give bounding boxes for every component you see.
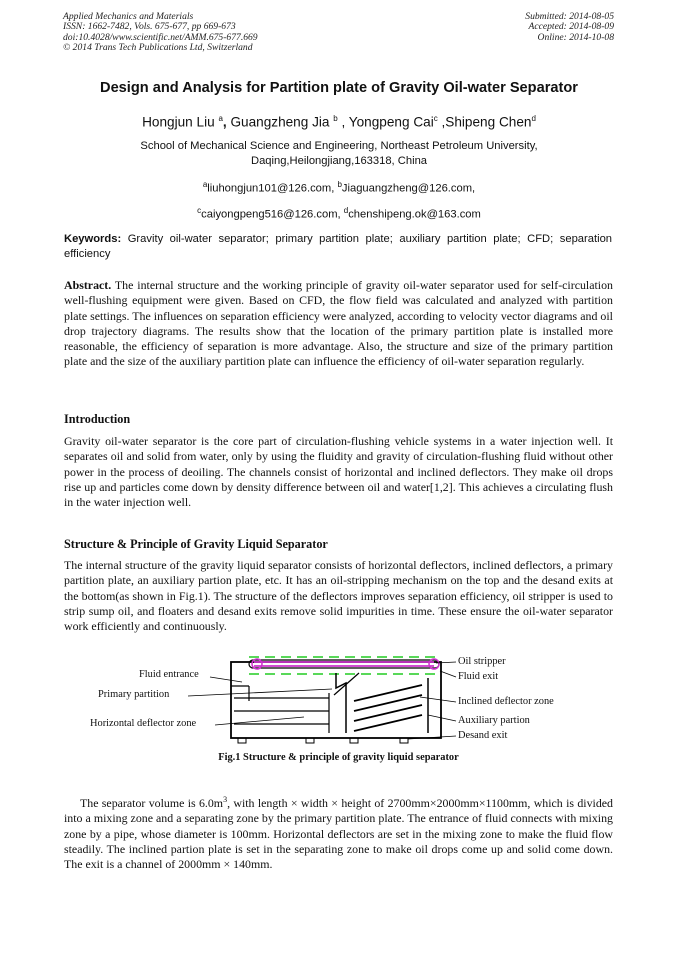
label-fluid-entrance: Fluid entrance — [139, 669, 199, 680]
author-list: Hongjun Liu $^a$, Guangzheng Jia $^b$ , Yongpeng Cai$^c$ ,Shipeng Chen$^d$ — [142, 114, 536, 130]
leader-line — [420, 697, 456, 702]
journal-name: Applied Mechanics and Materials — [63, 11, 194, 22]
leader-line — [428, 715, 456, 721]
primary-partition-plate — [336, 673, 346, 733]
affiliation-line: Daqing,Heilongjiang,163318, China — [250, 155, 428, 167]
inclined-deflector — [354, 705, 422, 721]
email-list — [90, 174, 588, 225]
inclined-deflector — [354, 715, 422, 731]
leader-line — [188, 689, 332, 696]
inclined-deflector — [354, 685, 422, 701]
journal-copyright: © 2014 Trans Tech Publications Ltd, Switzerland — [63, 42, 253, 54]
keywords — [64, 232, 612, 261]
accepted-date: Accepted: 2014-08-09 — [528, 21, 614, 33]
email-sup: b — [337, 180, 342, 189]
label-oil-stripper: Oil stripper — [458, 656, 506, 667]
label-primary-partition: Primary partition — [98, 689, 170, 700]
body-text: , with length × width × height of 2700mm×2000mm×1100mm, which is divided into a mixing zone and a separating zone by the primary partition plate. The entrance of fluid connects with mixing zone by a pipe, whose diameter is 100mm. Horizontal deflectors are set in the mixing zone to make the fluid flow steadily. The inclined partion plate is set in the separating zone to make oil drops come up and solid come down. The exit is a channel of 2000mm × 140mm. — [64, 795, 613, 872]
body-paragraph — [64, 792, 613, 872]
submitted-date: Submitted: 2014-08-05 — [525, 11, 614, 22]
email-a[interactable]: liuhongjun101@126.com, — [207, 182, 335, 195]
introduction-text: Gravity oil-water separator is the core part of circulation-flushing vehicle systems in a water injection well. It separates oil and solid from water, only by using the fluidity and gravity of circulation-flushing fluid without other power in the process of deoiling. The channels consist of horizontal and inclined deflectors. They make oil drops rise up and particles come down by density difference between oil and water[1,2]. This achieves a circulating flush in the water injection well. — [64, 434, 613, 510]
label-horizontal-zone: Horizontal deflector zone — [90, 718, 197, 729]
author-sup: a — [218, 114, 223, 123]
email-sup: d — [343, 205, 349, 215]
abstract — [64, 278, 613, 370]
body-text: The separator volume is 6.0m — [80, 795, 224, 810]
figure-caption: Fig.1 Structure & principle of gravity liquid separator — [218, 752, 459, 763]
author-name: Guangzheng Jia — [230, 114, 330, 130]
keywords-label: Keywords: — [64, 233, 122, 245]
author-name: Shipeng Chen — [445, 114, 532, 130]
affiliation — [90, 139, 588, 169]
author-name: Hongjun Liu — [142, 114, 215, 130]
paper-title: Design and Analysis for Partition plate of Gravity Oil-water Separator — [100, 80, 578, 96]
journal-issn: ISSN: 1662-7482, Vols. 675-677, pp 669-673 — [63, 21, 236, 33]
structure-heading: Structure & Principle of Gravity Liquid Separator — [64, 537, 328, 551]
body-sup: 3 — [223, 795, 228, 804]
online-date: Online: 2014-10-08 — [537, 31, 614, 43]
email-d[interactable]: chenshipeng.ok@163.com — [348, 208, 481, 221]
introduction-heading: Introduction — [64, 412, 131, 426]
abstract-label: Abstract. — [64, 278, 112, 292]
label-auxiliary-partion: Auxiliary partion — [458, 715, 530, 726]
email-c[interactable]: caiyongpeng516@126.com, — [201, 208, 341, 221]
abstract-text: The internal structure and the working principle of gravity oil-water separator used for self-circulation well-flushing equipment were given. Based on CFD, the flow field was calculated and analyzed with partition plate settings. The influences on separation efficiency were analyzed, according to velocity vector diagrams and oil drop trajectory diagrams. The results show that the location of the primary partition plate is installed more reasonable, the efficiency of separation is more advantage. Also, the structure and size of the primary partition plate and the size of the auxiliary partition plate can influence the efficiency of oil-water separation regularly. — [64, 278, 614, 369]
journal-doi[interactable]: doi:10.4028/www.scientific.net/AMM.675-677.669 — [63, 31, 258, 43]
affiliation-line: School of Mechanical Science and Engineering, Northeast Petroleum University, — [140, 140, 538, 152]
label-inclined-zone: Inclined deflector zone — [458, 696, 554, 707]
author-name: Yongpeng Cai — [348, 114, 434, 130]
inclined-deflector — [354, 695, 422, 711]
dates-header — [525, 12, 614, 43]
author-sup: c — [433, 114, 438, 123]
leader-line — [210, 677, 242, 682]
email-sup: c — [197, 205, 202, 215]
author-sup: b — [333, 114, 338, 123]
label-desand-exit: Desand exit — [458, 730, 508, 741]
structure-text: The internal structure of the gravity liquid separator consists of horizontal deflectors, inclined deflectors, a primary partition plate, an auxiliary partion plate, etc. It has an oil-stripping mechanism on the top and the desand exits at the bottom(as shown in Fig.1). The structure of the deflectors improves separation efficiency, oil stripper is used to strip sump oil, and floaters and desand exits remove solid impurities in time. These ensure the oil-water separator work efficiently and continuously. — [64, 558, 613, 634]
email-b[interactable]: Jiaguangzheng@126.com, — [341, 182, 476, 195]
figure-1 — [84, 653, 584, 753]
email-sup: a — [202, 180, 208, 189]
journal-header — [63, 12, 258, 54]
author-sup: d — [531, 114, 536, 123]
label-fluid-exit: Fluid exit — [458, 671, 499, 682]
keywords-text: Gravity oil-water separator; primary partition plate; auxiliary partition plate; CFD; separation efficiency — [64, 233, 613, 260]
leader-line — [440, 671, 456, 677]
